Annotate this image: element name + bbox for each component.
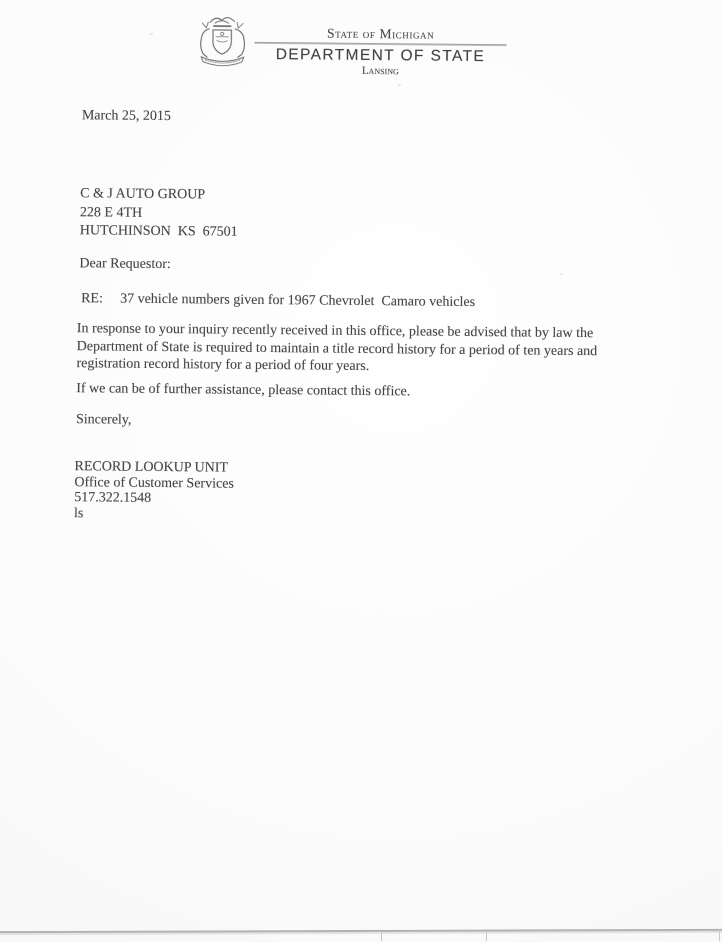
body-paragraph-1 bbox=[76, 320, 597, 378]
body-line: registration record history for a period of four years. bbox=[76, 356, 370, 375]
michigan-seal-icon bbox=[193, 11, 252, 74]
re-label: RE: bbox=[81, 291, 103, 307]
scan-artifact bbox=[381, 932, 382, 941]
letterhead-state-line: State of Michigan bbox=[326, 25, 435, 42]
signature-line: RECORD LOOKUP UNIT bbox=[74, 459, 229, 476]
letterhead-text bbox=[254, 26, 506, 78]
scan-speck bbox=[398, 84, 401, 86]
letterhead-city-line: Lansing bbox=[361, 64, 399, 78]
closing: Sincerely, bbox=[75, 412, 132, 428]
signature-line: 517.322.1548 bbox=[74, 490, 152, 507]
salutation: Dear Requestor: bbox=[79, 256, 171, 273]
address-line: 228 E 4TH bbox=[79, 204, 143, 221]
recipient-address bbox=[80, 185, 238, 242]
scan-artifact bbox=[486, 932, 487, 941]
re-text: 37 vehicle numbers given for 1967 Chevrolet Camaro vehicles bbox=[120, 291, 476, 310]
scan-artifact bbox=[719, 929, 720, 941]
letter-date: March 25, 2015 bbox=[81, 108, 172, 125]
body-line: In response to your inquiry recently received in this office, please be advised that by law the bbox=[76, 321, 594, 342]
letterhead bbox=[193, 11, 524, 84]
letterhead-department-line: DEPARTMENT OF STATE bbox=[275, 46, 486, 66]
scan-speck bbox=[560, 273, 563, 275]
address-line: HUTCHINSON KS 67501 bbox=[79, 223, 238, 240]
signature-block bbox=[74, 459, 234, 523]
body-paragraph-2: If we can be of further assistance, please contact this office. bbox=[76, 381, 411, 400]
scan-speck bbox=[150, 33, 153, 35]
signature-line: Office of Customer Services bbox=[74, 474, 234, 492]
address-line: C & J AUTO GROUP bbox=[80, 186, 206, 203]
body-line: Department of State is required to maintain a title record history for a period of ten years and bbox=[76, 338, 598, 359]
re-line bbox=[81, 290, 475, 311]
signature-line: ls bbox=[74, 505, 84, 522]
